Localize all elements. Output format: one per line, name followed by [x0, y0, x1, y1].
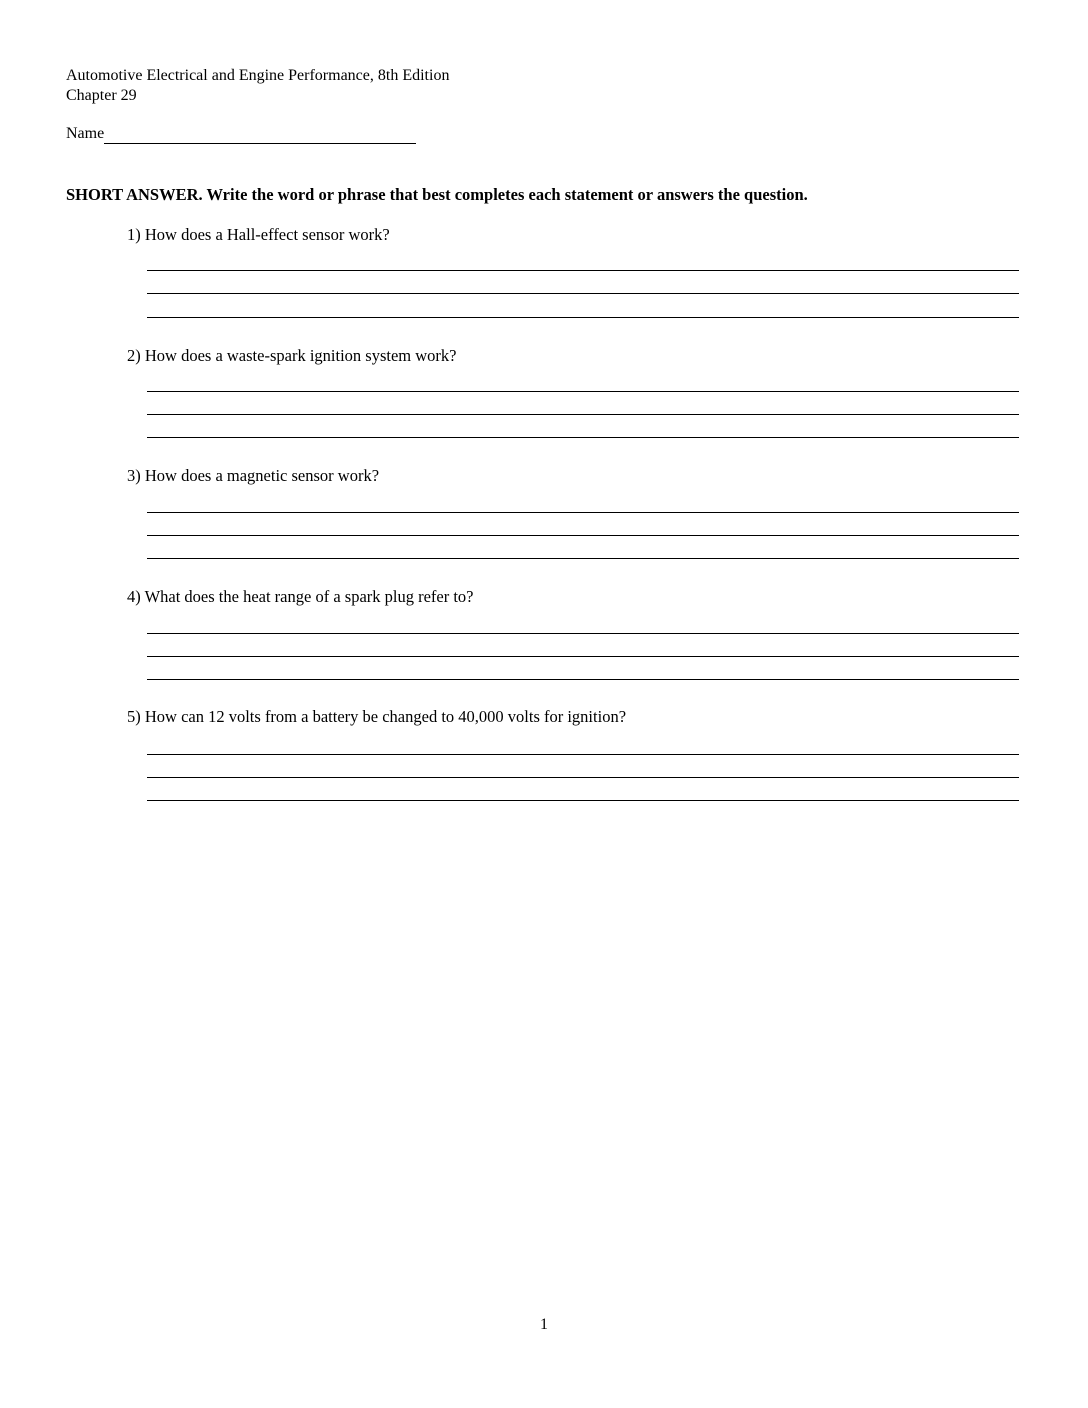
document-header — [66, 66, 449, 106]
answer-line — [147, 293, 1019, 294]
page-number: 1 — [540, 1316, 548, 1333]
name-field — [66, 124, 416, 144]
answer-line — [147, 437, 1019, 438]
instructions: SHORT ANSWER. Write the word or phrase that best completes each statement or answers the question. — [66, 185, 808, 204]
name-label: Name — [66, 125, 105, 142]
answer-line — [147, 558, 1019, 559]
chapter-label: Chapter 29 — [66, 87, 137, 104]
answer-line — [147, 656, 1019, 657]
book-title: Automotive Electrical and Engine Performance, 8th Edition — [66, 67, 450, 84]
question-3: 3) How does a magnetic sensor work? — [127, 466, 380, 485]
question-4: 4) What does the heat range of a spark plug refer to? — [127, 587, 474, 606]
answer-line — [147, 535, 1019, 536]
answer-line — [147, 391, 1019, 392]
answer-line — [147, 754, 1019, 755]
question-5: 5) How can 12 volts from a battery be changed to 40,000 volts for ignition? — [127, 707, 627, 726]
name-blank-line — [104, 125, 416, 144]
answer-line — [147, 777, 1019, 778]
answer-line — [147, 800, 1019, 801]
question-2: 2) How does a waste-spark ignition system work? — [127, 346, 457, 365]
answer-line — [147, 633, 1019, 634]
answer-line — [147, 317, 1019, 318]
answer-line — [147, 512, 1019, 513]
answer-line — [147, 270, 1019, 271]
answer-line — [147, 414, 1019, 415]
answer-line — [147, 679, 1019, 680]
question-1: 1) How does a Hall-effect sensor work? — [127, 225, 390, 244]
